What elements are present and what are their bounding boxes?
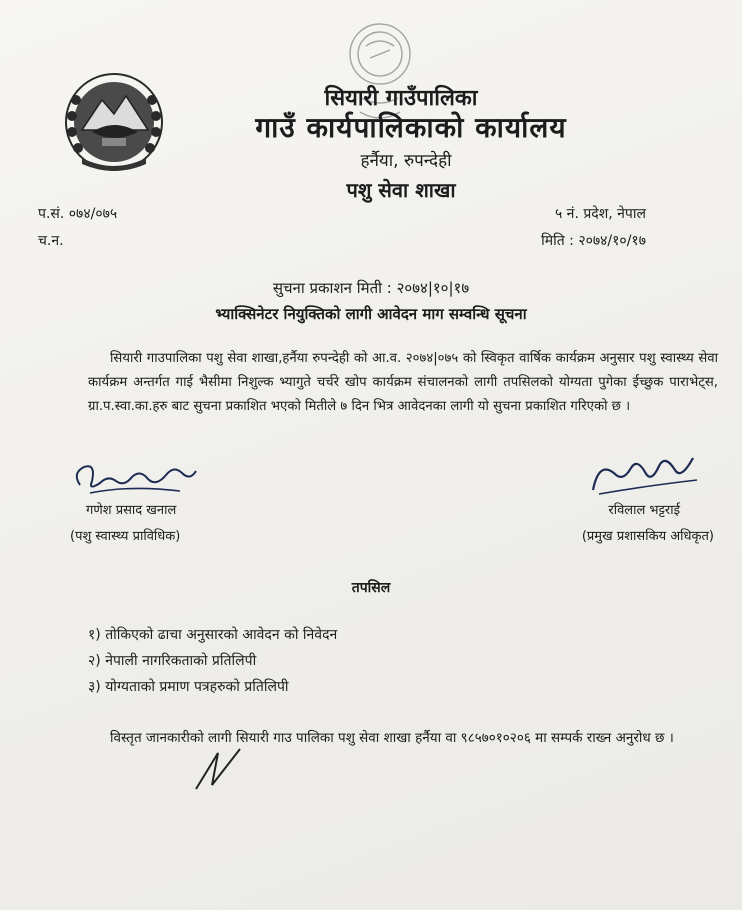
list-item: १) तोकिएको ढाचा अनुसारको आवेदन को निवेदन: [88, 627, 338, 643]
left-signatory-name: गणेश प्रसाद खनाल: [86, 503, 177, 518]
province: ५ नं. प्रदेश, नेपाल: [554, 206, 646, 222]
tapsil-heading: तपसिल: [351, 580, 391, 596]
requirements-list: [88, 622, 337, 700]
office-address: हर्नैया, रुपन्देही: [360, 151, 452, 171]
branch-name: पशु सेवा शाखा: [346, 178, 456, 202]
closing-paragraph: विस्तृत जानकारीको लागी सियारी गाउ पालिका पशु सेवा शाखा हर्नैया वा ९८५७०१०२०६ मा सम्पर्क राख्न अनुरोध छ ।: [110, 730, 674, 746]
notice-publish-date: सुचना प्रकाशन मिती : २०७४|१०|१७: [272, 279, 470, 297]
notice-subject: भ्याक्सिनेटर नियुक्तिको लागी आवेदन माग सम्वन्धि सूचना: [215, 305, 527, 323]
list-item: ३) योग्यताको प्रमाण पत्रहरुको प्रतिलिपी: [88, 679, 289, 695]
office-title: गाउँ कार्यपालिकाको कार्यालय: [255, 111, 567, 144]
initials-mark-icon: [190, 745, 250, 795]
municipality-name: सियारी गाउँपालिका: [324, 86, 478, 111]
right-signature-icon: [585, 450, 705, 500]
right-signatory-name: रविलाल भट्टराई: [608, 503, 680, 518]
left-signatory-role: (पशु स्वास्थ्य प्राविधिक): [70, 529, 181, 544]
notice-body: सियारी गाउपालिका पशु सेवा शाखा,हर्नैया रुपन्देही को आ.व. २०७४|०७५ को स्विकृत वार्षिक कार्यक्रम अनुसार पशु स्वास्थ्य सेवा कार्यक्रम अन्तर्गत गाई भैसीमा निशुल्क भ्यागुते चर्चरे खोप कार्यक्रम संचालनको लागी तपसिलको योग्यता पुगेका ईच्छुक पाराभेट्स, ग्रा.प.स्वा.का.हरु बाट सुचना प्रकाशित भएको मितीले ७ दिन भित्र आवेदनका लागी यो सुचना प्रकाशित गरिएको छ ।: [88, 351, 718, 414]
dispatch-number: च.न.: [38, 233, 64, 249]
list-item: २) नेपाली नागरिकताको प्रतिलिपी: [88, 653, 257, 669]
left-signature-icon: [70, 455, 200, 497]
reference-number: प.सं. ०७४/०७५: [38, 206, 118, 222]
right-signatory-role: (प्रमुख प्रशासकिय अधिकृत): [581, 529, 714, 544]
letter-date: मिति : २०७४/१०/१७: [541, 233, 646, 249]
